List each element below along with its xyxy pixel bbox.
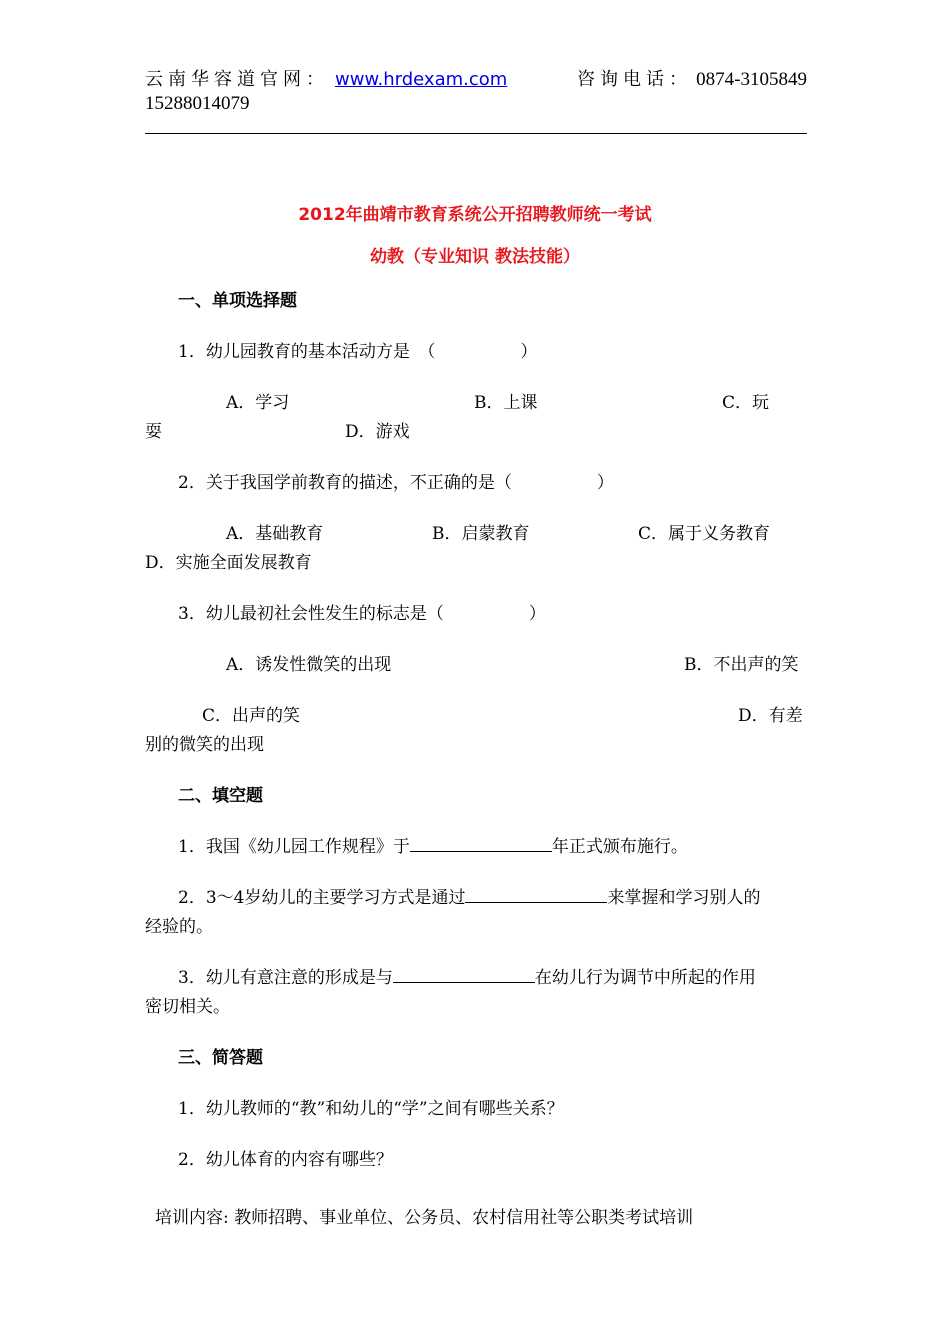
site-link[interactable]: www.hrdexam.com [335,69,508,90]
q1-option-b: B．上课 [474,393,538,413]
q2-option-b: B．启蒙教育 [432,524,530,544]
answer-blank [465,884,607,903]
section-heading-choice: 一、单项选择题 [178,291,297,311]
page-header [145,68,807,114]
fill-q3-suffix: 在幼儿行为调节中所起的作用 [534,968,756,988]
q3-option-d-continued: 别的微笑的出现 [145,735,264,755]
q2-option-d: D．实施全面发展教育 [145,553,312,573]
fill-question-3 [178,963,756,988]
q3-option-a: A．诱发性微笑的出现 [226,655,392,675]
choice-question-1: 1．幼儿园教育的基本活动方是 （ ） [178,342,538,362]
answer-blank [410,833,552,852]
fill-q2-prefix: 2．3～4岁幼儿的主要学习方式是通过 [178,888,466,908]
q3-option-c: C．出声的笑 [202,706,301,726]
fill-question-2 [178,883,760,908]
q1-option-a: A．学习 [226,393,290,413]
answer-blank [393,964,535,983]
section-heading-short-answer: 三、简答题 [178,1048,263,1068]
short-answer-question-1: 1．幼儿教师的“教”和幼儿的“学”之间有哪些关系？ [178,1099,564,1119]
q1-option-c: C．玩 [722,393,770,413]
q2-option-c: C．属于义务教育 [638,524,771,544]
header-divider [145,133,807,134]
site-label: 云南华容道官网： [145,69,329,90]
fill-q3-continued: 密切相关。 [145,997,230,1017]
fill-q1-prefix: 1．我国《幼儿园工作规程》于 [178,837,410,857]
short-answer-question-2: 2．幼儿体育的内容有哪些？ [178,1150,393,1170]
choice-question-3: 3．幼儿最初社会性发生的标志是（ ） [178,604,546,624]
page-footer: 培训内容: 教师招聘、事业单位、公务员、农村信用社等公职类考试培训 [155,1208,694,1228]
fill-q1-suffix: 年正式颁布施行。 [551,837,688,857]
phone-number-1: 0874-3105849 [696,69,807,90]
q3-option-b: B．不出声的笑 [684,655,799,675]
q1-option-d: D．游戏 [345,422,410,442]
fill-q2-suffix: 来掌握和学习别人的 [607,888,761,908]
phone-label: 咨询电话： [577,69,692,90]
q2-option-a: A．基础教育 [226,524,324,544]
q1-option-c-continued: 耍 [145,422,162,442]
section-heading-fill: 二、填空题 [178,786,263,806]
phone-number-2: 15288014079 [145,93,250,114]
fill-q3-prefix: 3．幼儿有意注意的形成是与 [178,968,393,988]
q3-option-d: D．有差 [738,706,803,726]
document-title: 2012年曲靖市教育系统公开招聘教师统一考试 [298,205,652,225]
fill-question-1 [178,832,688,857]
document-subtitle: 幼教（专业知识 教法技能） [370,247,580,267]
fill-q2-continued: 经验的。 [145,917,213,937]
choice-question-2: 2．关于我国学前教育的描述，不正确的是（ ） [178,473,614,493]
